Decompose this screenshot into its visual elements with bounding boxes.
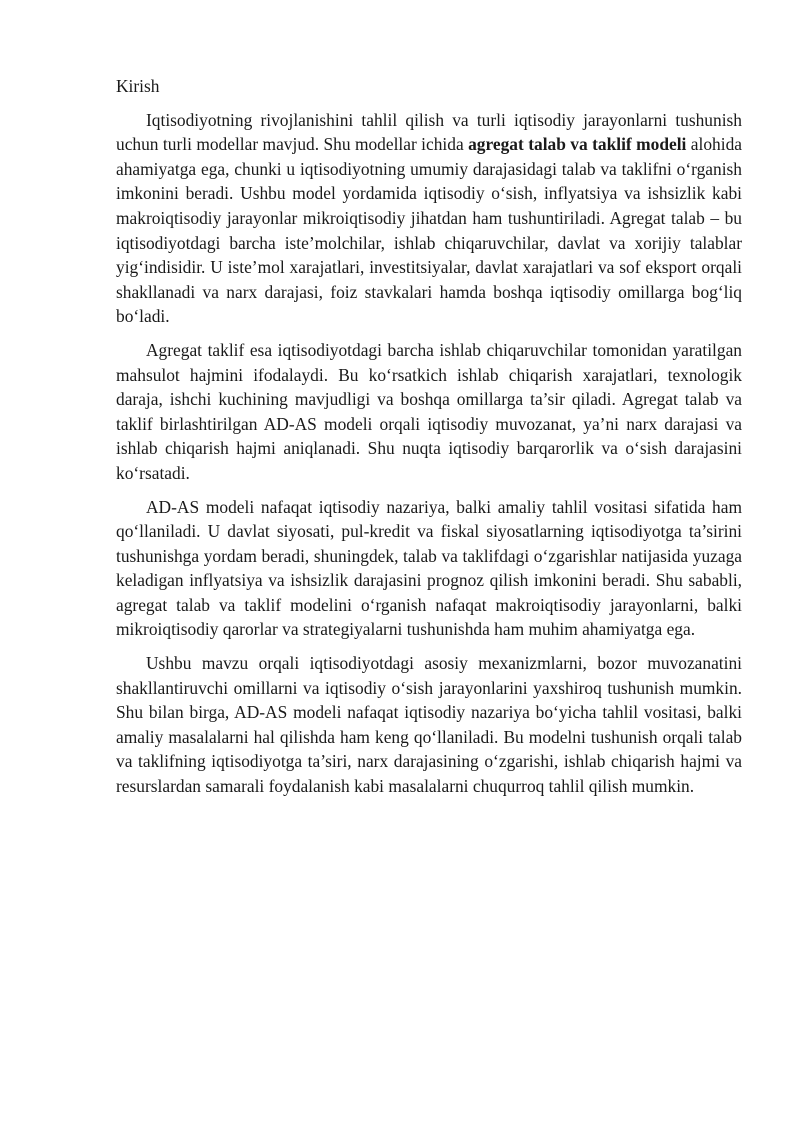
paragraph-2: Agregat taklif esa iqtisodiyotdagi barcha ishlab chiqaruvchilar tomonidan yaratilgan mahsulot hajmini ifodalaydi. Bu ko‘rsatkich ishlab chiqarish xarajatlari, texnologik daraja, ishchi kuchining mavjudligi va boshqa omillarga ta’sir qiladi. Agregat talab va taklif birlashtirilgan AD-AS modeli orqali iqtisodiy muvozanat, ya’ni narx darajasi va ishlab chiqarish hajmi aniqlanadi. Shu nuqta iqtisodiy barqarorlik va o‘sish darajasini ko‘rsatadi. — [116, 339, 742, 483]
paragraph-4: Ushbu mavzu orqali iqtisodiyotdagi asosiy mexanizmlarni, bozor muvozanatini shakllantiruvchi omillarni va iqtisodiy o‘sish jarayonlarini yaxshiroq tushunish mumkin. Shu bilan birga, AD-AS modeli nafaqat iqtisodiy nazariya bo‘yicha tahlil vositasi, balki amaliy masalalarni hal qilishda ham keng qo‘llaniladi. Bu modelni tushunish orqali talab va taklifning iqtisodiyotga ta’siri, narx darajasining o‘zgarishi, ishlab chiqarish hajmi va resurslardan samarali foydalanish kabi masalalarni chuqurroq tahlil qilish mumkin. — [116, 653, 742, 797]
section-heading: Kirish — [116, 76, 160, 96]
paragraph-1-bold-term: agregat talab va taklif modeli — [468, 134, 687, 155]
document-body — [116, 74, 742, 808]
paragraph-1-start: Iqtisodiyotning rivojlanishini tahlil qilish va turli iqtisodiy jarayonlarni tushunish uchun turli modellar mavjud. Shu modellar ichida — [116, 109, 742, 155]
paragraph-1 — [116, 108, 742, 329]
paragraph-1-end: alohida ahamiyatga ega, chunki u iqtisodiyotning umumiy darajasidagi talab va taklifni o‘rganish imkonini beradi. Ushbu model yordamida iqtisodiy o‘sish, inflyatsiya va ishsizlik kabi makroiqtisodiy jarayonlar mikroiqtisodiy jihatdan ham tushuntiriladi. Agregat talab – bu iqtisodiyotdagi barcha iste’molchilar, ishlab chiqaruvchilar, davlat va xorijiy talablar yig‘indisidir. U iste’mol xarajatlari, investitsiyalar, davlat xarajatlari va sof eksport orqali shakllanadi va narx darajasi, foiz stavkalari hamda boshqa iqtisodiy omillarga bog‘liq bo‘ladi. — [116, 134, 742, 327]
paragraph-3: AD-AS modeli nafaqat iqtisodiy nazariya, balki amaliy tahlil vositasi sifatida ham qo‘llaniladi. U davlat siyosati, pul-kredit va fiskal siyosatlarning iqtisodiyotga ta’sirini tushunishga yordam beradi, shuningdek, talab va taklifdagi o‘zgarishlar natijasida yuzaga keladigan inflyatsiya va ishsizlik darajasini prognoz qilish imkonini beradi. Shu sababli, agregat talab va taklif modelini o‘rganish nafaqat makroiqtisodiy jarayonlarni, balki mikroiqtisodiy qarorlar va strategiyalarni tushunishda ham muhim ahamiyatga ega. — [116, 496, 742, 640]
